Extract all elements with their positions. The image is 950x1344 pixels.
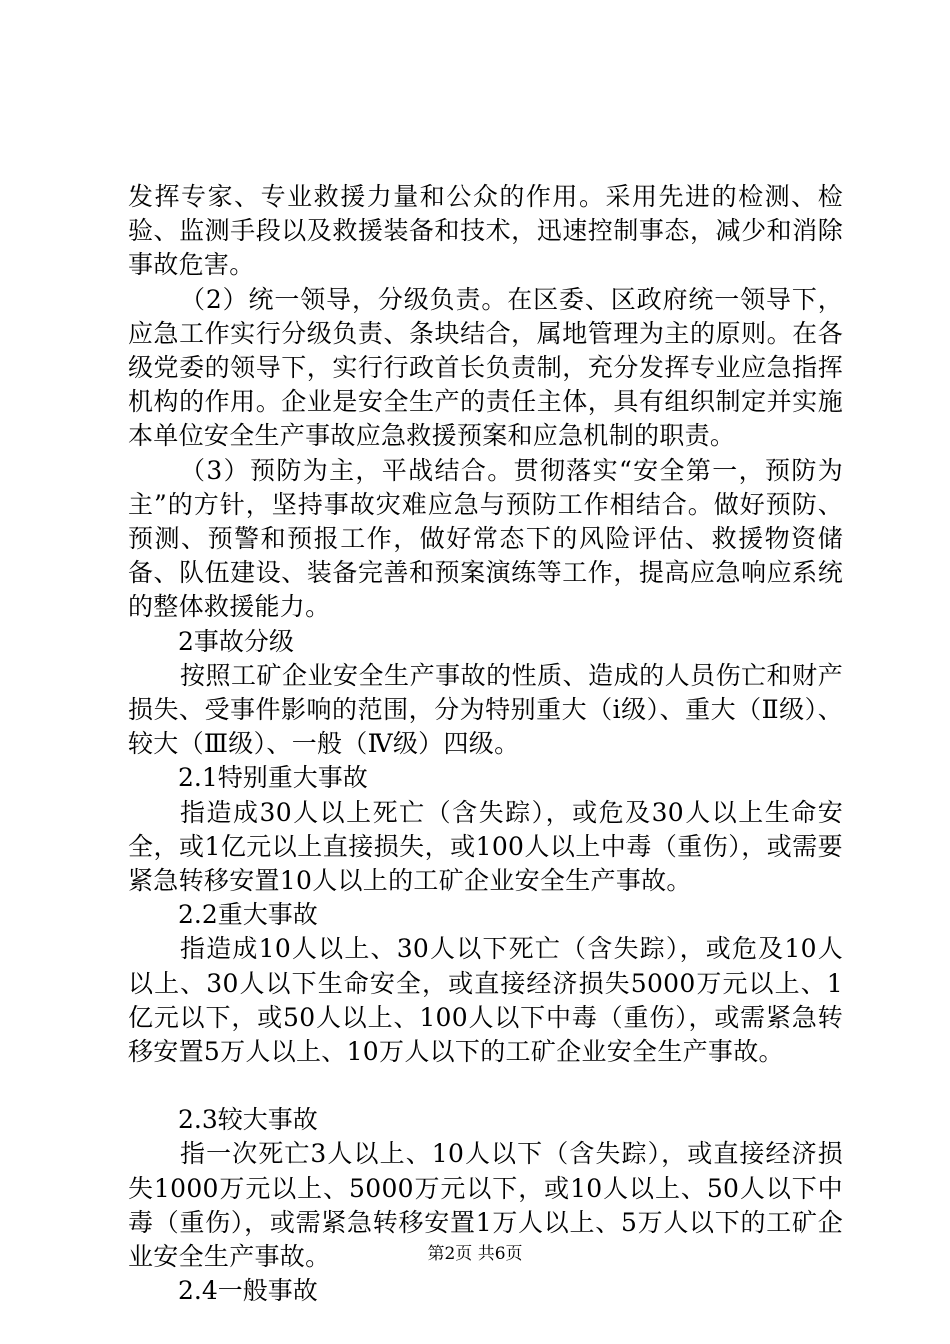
paragraph-2-3-definition: 指一次死亡3人以上、10人以下（含失踪），或直接经济损失1000万元以上、5000万元以下，或10人以上、50人以下中毒（重伤），或需紧急转移安置1万人以上、5万人以下的工矿企业安全生产事故。 <box>128 1139 843 1272</box>
document-body <box>128 180 843 1309</box>
paragraph-principle-2: （2）统一领导，分级负责。在区委、区政府统一领导下，应急工作实行分级负责、条块结合，属地管理为主的原则。在各级党委的领导下，实行行政首长负责制，充分发挥专业应急指挥机构的作用。企业是安全生产的责任主体，具有组织制定并实施本单位安全生产事故应急救援预案和应急机制的职责。 <box>128 284 843 451</box>
paragraph-principle-3: （3）预防为主，平战结合。贯彻落实“安全第一，预防为主”的方针，坚持事故灾难应急与预防工作相结合。做好预防、预测、预警和预报工作，做好常态下的风险评估、救援物资储备、队伍建设、装备完善和预案演练等工作，提高应急响应系统的整体救援能力。 <box>128 455 843 622</box>
subsection-heading-2-4: 2.4一般事故 <box>178 1276 318 1306</box>
subsection-heading-2-3: 2.3较大事故 <box>178 1105 318 1135</box>
subsection-heading-2-1: 2.1特别重大事故 <box>178 763 368 793</box>
page-number-label: 第2页 共6页 <box>427 1244 523 1264</box>
paragraph-continuation: 发挥专家、专业救援力量和公众的作用。采用先进的检测、检验、监测手段以及救援装备和技术，迅速控制事态，减少和消除事故危害。 <box>128 182 843 280</box>
paragraph-2-1-definition: 指造成30人以上死亡（含失踪），或危及30人以上生命安全，或1亿元以上直接损失，或100人以上中毒（重伤），或需要紧急转移安置10人以上的工矿企业安全生产事故。 <box>128 797 843 896</box>
page-footer <box>0 1244 950 1264</box>
section-heading-accident-classification: 2事故分级 <box>178 626 294 656</box>
subsection-heading-2-2: 2.2重大事故 <box>178 900 318 930</box>
paragraph-classification-intro: 按照工矿企业安全生产事故的性质、造成的人员伤亡和财产损失、受事件影响的范围，分为特别重大（ⅰ级）、重大（Ⅱ级）、较大（Ⅲ级）、一般（Ⅳ级）四级。 <box>128 660 843 759</box>
paragraph-2-2-definition: 指造成10人以上、30人以下死亡（含失踪），或危及10人以上、30人以下生命安全，或直接经济损失5000万元以上、1亿元以下，或50人以上、100人以下中毒（重伤），或需紧急转移安置5万人以上、10万人以下的工矿企业安全生产事故。 <box>128 934 843 1067</box>
